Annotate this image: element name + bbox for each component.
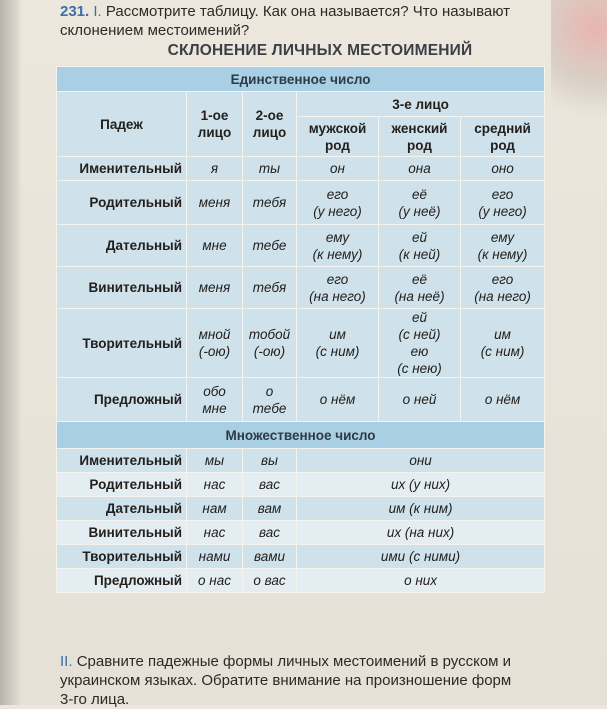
case-name [57, 473, 187, 497]
col-header-third-person-text: 3-е лицо [392, 96, 449, 112]
pronoun-cell-second [243, 473, 297, 497]
pronoun-cell-neut-text: (на него) [474, 288, 531, 304]
case-name-text: Творительный [82, 549, 182, 564]
pronoun-cell-fem-text: (на неё) [394, 288, 445, 304]
pronoun-cell-fem-text: она [408, 161, 431, 176]
pronoun-cell-neut-text: его [491, 271, 514, 287]
case-name [57, 181, 187, 225]
case-name [57, 267, 187, 309]
pronoun-cell-second [243, 309, 297, 378]
pronoun-cell-second [243, 545, 297, 569]
task-text-line-1: Рассмотрите таблицу. Как она называется? Что называют [105, 3, 511, 20]
col-header-neuter-text: род [490, 137, 515, 153]
pronoun-cell-third [297, 521, 545, 545]
case-name-text: Именительный [79, 161, 182, 176]
pronoun-cell-fem [379, 267, 461, 309]
pronoun-cell-third [297, 449, 545, 473]
pronoun-cell-first [187, 521, 243, 545]
pronoun-cell-second [243, 225, 297, 267]
pronoun-cell-second-text: тебя [252, 195, 287, 210]
pronoun-cell-first [187, 157, 243, 181]
pronoun-cell-first-text: меня [198, 195, 231, 210]
pronoun-cell-first-text: нас [203, 525, 226, 540]
pronoun-cell-neut [461, 157, 545, 181]
pronoun-cell-neut [461, 225, 545, 267]
pronoun-cell-fem-text: (к ней) [398, 246, 441, 262]
pronoun-cell-third-text: им (к ним) [388, 501, 453, 516]
col-header-third-person [297, 92, 545, 117]
col-header-second-person [243, 92, 297, 157]
col-header-feminine [379, 117, 461, 157]
pronoun-cell-first [187, 309, 243, 378]
pronoun-cell-second [243, 497, 297, 521]
case-name-text: Творительный [82, 335, 182, 351]
col-header-masculine [297, 117, 379, 157]
pronoun-cell-third-text: о них [404, 573, 438, 588]
pronoun-cell-neut-text: оно [491, 161, 514, 176]
case-name-text: Винительный [88, 525, 182, 540]
pronoun-cell-first [187, 181, 243, 225]
pronoun-cell-first [187, 267, 243, 309]
pronoun-cell-fem [379, 309, 461, 378]
singular-row [57, 378, 545, 422]
pronoun-cell-second-text: тебе [252, 400, 287, 416]
case-name [57, 545, 187, 569]
col-header-case [57, 92, 187, 157]
pronoun-cell-second-text: вас [258, 477, 280, 492]
pronoun-cell-neut-text: его [491, 186, 514, 202]
pronoun-cell-neut [461, 309, 545, 378]
col-header-masculine-text: мужской [308, 120, 367, 136]
plural-row [57, 545, 545, 569]
task-two-line-1: Сравните падежные формы личных местоимений в русском и [76, 653, 512, 670]
pronoun-cell-fem [379, 225, 461, 267]
pronoun-cell-third-text: ими (с ними) [380, 549, 461, 564]
pronoun-cell-neut-text: ему [490, 229, 515, 245]
pronoun-cell-first [187, 378, 243, 422]
pronoun-cell-neut [461, 267, 545, 309]
pronoun-cell-first-text: о нас [198, 573, 231, 588]
pronoun-cell-masc [297, 267, 379, 309]
pronoun-cell-masc-text: о нём [319, 392, 356, 407]
declension-table [56, 66, 545, 593]
pronoun-cell-second [243, 521, 297, 545]
pronoun-cell-masc-text: (к нему) [312, 246, 363, 262]
task-two-line-3: 3-го лица. [60, 691, 130, 708]
pronoun-cell-first-text: мне [202, 400, 227, 416]
plural-row [57, 521, 545, 545]
pronoun-cell-third [297, 569, 545, 593]
book-spine-shadow [0, 0, 22, 705]
case-name-text: Предложный [93, 392, 182, 407]
pronoun-cell-masc [297, 225, 379, 267]
pronoun-cell-first-text: я [210, 161, 219, 176]
col-header-masculine-text: род [325, 137, 350, 153]
pronoun-cell-first-text: нами [198, 549, 231, 564]
pronoun-cell-third-text: их (на них) [386, 525, 455, 540]
case-name [57, 225, 187, 267]
pronoun-cell-second [243, 449, 297, 473]
col-header-neuter [461, 117, 545, 157]
pronoun-cell-neut-text: (с ним) [480, 344, 525, 359]
col-header-first-person-text: лицо [197, 125, 232, 140]
pronoun-cell-masc-text: его [326, 186, 349, 202]
pronoun-cell-first-text: мне [202, 238, 227, 253]
pronoun-cell-masc-text: (на него) [309, 288, 366, 304]
pronoun-cell-first-text: мной [198, 327, 231, 342]
pronoun-cell-fem [379, 181, 461, 225]
pronoun-cell-second [243, 181, 297, 225]
pronoun-cell-fem-text: (с ней) [398, 327, 441, 342]
pronoun-cell-third [297, 497, 545, 521]
pronoun-cell-fem-text: ей [411, 310, 428, 325]
header-row-1 [57, 92, 545, 117]
pronoun-cell-second-text: ты [258, 161, 281, 176]
singular-section-label-text: Единственное число [230, 71, 371, 87]
pronoun-cell-first-text: нам [202, 501, 227, 516]
singular-row [57, 181, 545, 225]
pronoun-cell-masc-text: им [329, 327, 346, 342]
pronoun-cell-third [297, 473, 545, 497]
case-name [57, 497, 187, 521]
pronoun-cell-second-text: тебе [252, 238, 287, 253]
singular-row [57, 267, 545, 309]
col-header-first-person [187, 92, 243, 157]
pronoun-cell-second-text: о [265, 383, 274, 399]
pronoun-cell-second-text: вами [253, 549, 286, 564]
pronoun-cell-fem-text: ею [410, 344, 429, 359]
pronoun-cell-third-text: их (у них) [390, 477, 451, 492]
case-name-text: Предложный [93, 573, 182, 588]
singular-section-label [57, 67, 545, 92]
plural-section-label [57, 422, 545, 449]
pronoun-cell-first [187, 569, 243, 593]
pronoun-cell-second-text: тобой [248, 327, 291, 342]
task-two-line-2: украинском языках. Обратите внимание на произношение форм [60, 672, 512, 689]
plural-row [57, 497, 545, 521]
pronoun-cell-second [243, 267, 297, 309]
pronoun-cell-masc-text: ему [325, 229, 350, 245]
pronoun-cell-second-text: вам [257, 501, 282, 516]
task-text-line-2: склонением местоимений? [60, 22, 250, 39]
pronoun-cell-second [243, 157, 297, 181]
case-name [57, 157, 187, 181]
pronoun-cell-first-text: меня [198, 280, 231, 295]
col-header-case-text: Падеж [100, 116, 143, 132]
pronoun-cell-fem-text: (у неё) [398, 203, 441, 219]
pronoun-cell-neut [461, 378, 545, 422]
pronoun-cell-fem-text: её [411, 186, 428, 202]
plural-row [57, 569, 545, 593]
pronoun-cell-neut [461, 181, 545, 225]
pronoun-cell-masc-text: (с ним) [315, 344, 360, 359]
plural-row [57, 449, 545, 473]
case-name-text: Именительный [79, 453, 182, 468]
pronoun-cell-first [187, 545, 243, 569]
singular-row [57, 225, 545, 267]
case-name [57, 378, 187, 422]
pronoun-cell-fem-text: (с нею) [397, 361, 442, 376]
pronoun-cell-masc [297, 309, 379, 378]
col-header-feminine-text: женский [391, 120, 448, 136]
pronoun-cell-second [243, 569, 297, 593]
plural-section-label-text: Множественное число [225, 427, 376, 443]
pronoun-cell-masc-text: (у него) [313, 203, 362, 219]
case-name-text: Родительный [89, 477, 182, 492]
pronoun-cell-fem [379, 378, 461, 422]
case-name-text: Винительный [88, 280, 182, 295]
pronoun-cell-second-text: о вас [253, 573, 286, 588]
pronoun-cell-first [187, 497, 243, 521]
pronoun-cell-fem-text: её [411, 271, 428, 287]
table-title: СКЛОНЕНИЕ ЛИЧНЫХ МЕСТОИМЕНИЙ [167, 42, 473, 59]
pronoun-cell-second [243, 378, 297, 422]
pronoun-cell-third-text: они [409, 453, 432, 468]
pronoun-cell-neut-text: о нём [484, 392, 521, 407]
pronoun-cell-second-text: (-ою) [253, 344, 286, 359]
pronoun-cell-third [297, 545, 545, 569]
case-name-text: Дательный [105, 501, 182, 516]
singular-section-row [57, 67, 545, 92]
col-header-second-person-text: лицо [252, 125, 287, 140]
pronoun-cell-first [187, 473, 243, 497]
case-name-text: Родительный [89, 195, 182, 210]
task-roman-numeral: I. [93, 3, 102, 20]
col-header-second-person-text: 2-ое [255, 108, 284, 123]
exercise-header [60, 2, 600, 40]
pronoun-cell-second-text: тебя [252, 280, 287, 295]
pronoun-cell-masc-text: он [330, 161, 345, 176]
plural-row [57, 473, 545, 497]
pronoun-cell-fem [379, 157, 461, 181]
singular-row [57, 157, 545, 181]
case-name [57, 521, 187, 545]
pronoun-cell-fem-text: о ней [402, 392, 437, 407]
pronoun-cell-first-text: обо [203, 383, 226, 399]
pronoun-cell-first-text: мы [204, 453, 225, 468]
exercise-number: 231. [60, 3, 90, 20]
pronoun-cell-neut-text: (у него) [478, 203, 527, 219]
pronoun-cell-first [187, 449, 243, 473]
singular-row [57, 309, 545, 378]
case-name [57, 449, 187, 473]
pronoun-cell-masc-text: его [326, 271, 349, 287]
case-name [57, 309, 187, 378]
pronoun-cell-neut-text: им [494, 327, 511, 342]
pronoun-cell-masc [297, 181, 379, 225]
pronoun-cell-masc [297, 378, 379, 422]
task-two-roman-numeral: II. [60, 653, 73, 670]
pronoun-cell-first [187, 225, 243, 267]
plural-section-row [57, 422, 545, 449]
col-header-neuter-text: средний [474, 120, 531, 136]
pronoun-cell-first-text: (-ою) [198, 344, 231, 359]
pronoun-cell-second-text: вас [258, 525, 280, 540]
col-header-feminine-text: род [407, 137, 432, 153]
pronoun-cell-second-text: вы [261, 453, 278, 468]
case-name [57, 569, 187, 593]
pronoun-cell-fem-text: ей [411, 229, 428, 245]
task-two [60, 652, 560, 709]
pronoun-cell-masc [297, 157, 379, 181]
case-name-text: Дательный [105, 238, 182, 253]
pronoun-cell-first-text: нас [203, 477, 226, 492]
col-header-first-person-text: 1-ое [200, 108, 229, 123]
pronoun-cell-neut-text: (к нему) [477, 246, 528, 262]
